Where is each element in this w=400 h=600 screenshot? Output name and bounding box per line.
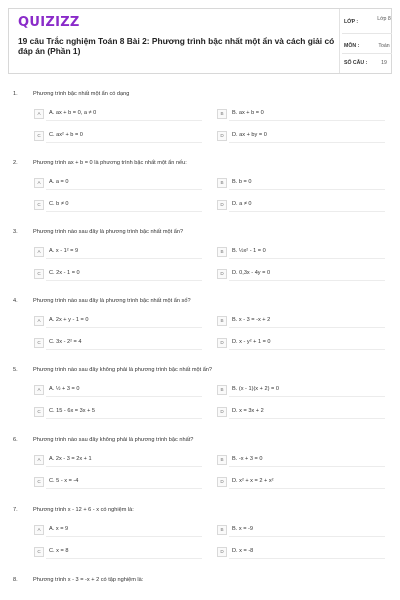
option-text: B. (x - 1)(x + 2) = 0: [232, 386, 279, 392]
option-underline: [46, 396, 202, 397]
option-d[interactable]: [217, 200, 385, 212]
option-a[interactable]: [34, 178, 202, 190]
option-letter-box: C: [34, 477, 44, 487]
option-d[interactable]: [217, 338, 385, 350]
option-d[interactable]: [217, 131, 385, 143]
option-underline: [229, 120, 385, 121]
option-letter-box: A: [34, 178, 44, 188]
question-number: 8.: [13, 577, 18, 583]
question-text: Phương trình bậc nhất một ẩn có dạng: [33, 91, 130, 97]
question-text: Phương trình nào sau đây không phải là phương trình bậc nhất?: [33, 437, 194, 443]
question-number: 3.: [13, 229, 18, 235]
option-underline: [46, 349, 202, 350]
option-c[interactable]: [34, 338, 202, 350]
option-c[interactable]: [34, 269, 202, 281]
option-letter-box: D: [217, 269, 227, 279]
option-text: B. ½x² - 1 = 0: [232, 248, 266, 254]
question-8: [0, 577, 400, 591]
option-a[interactable]: [34, 247, 202, 259]
option-letter-box: C: [34, 131, 44, 141]
option-underline: [229, 466, 385, 467]
option-b[interactable]: [217, 178, 385, 190]
option-c[interactable]: [34, 131, 202, 143]
question-number: 6.: [13, 437, 18, 443]
option-letter-box: D: [217, 131, 227, 141]
option-underline: [46, 418, 202, 419]
option-letter-box: A: [34, 455, 44, 465]
quizizz-logo: QUIZIZZ: [18, 15, 80, 30]
option-d[interactable]: [217, 269, 385, 281]
option-underline: [229, 536, 385, 537]
meta-label-subject: MÔN :: [344, 43, 360, 49]
option-b[interactable]: [217, 525, 385, 537]
option-underline: [46, 142, 202, 143]
option-underline: [229, 280, 385, 281]
option-underline: [229, 488, 385, 489]
option-letter-box: D: [217, 338, 227, 348]
option-underline: [46, 488, 202, 489]
option-underline: [46, 211, 202, 212]
option-underline: [229, 211, 385, 212]
meta-divider: [339, 9, 340, 73]
option-text: D. x² + x = 2 + x²: [232, 478, 274, 484]
option-text: A. 2x - 3 = 2x + 1: [49, 456, 92, 462]
option-underline: [46, 280, 202, 281]
option-d[interactable]: [217, 407, 385, 419]
question-number: 5.: [13, 367, 18, 373]
option-text: A. ½ + 3 = 0: [49, 386, 80, 392]
option-underline: [229, 327, 385, 328]
option-b[interactable]: [217, 247, 385, 259]
option-text: C. ax² + b = 0: [49, 132, 83, 138]
meta-label-count: SỐ CÂU :: [344, 60, 368, 66]
meta-label-class: LỚP :: [344, 19, 359, 25]
option-text: B. ax + b = 0: [232, 110, 264, 116]
option-underline: [46, 189, 202, 190]
option-underline: [229, 558, 385, 559]
option-letter-box: C: [34, 547, 44, 557]
option-letter-box: B: [217, 385, 227, 395]
question-4: [0, 298, 400, 358]
question-text: Phương trình nào sau đây không phải là phương trình bậc nhất một ẩn?: [33, 367, 213, 373]
meta-value-subject: Toán: [378, 43, 390, 49]
option-underline: [46, 466, 202, 467]
option-a[interactable]: [34, 525, 202, 537]
option-d[interactable]: [217, 477, 385, 489]
option-c[interactable]: [34, 407, 202, 419]
option-a[interactable]: [34, 385, 202, 397]
option-b[interactable]: [217, 316, 385, 328]
option-letter-box: A: [34, 109, 44, 119]
option-letter-box: D: [217, 547, 227, 557]
option-underline: [229, 142, 385, 143]
option-letter-box: D: [217, 200, 227, 210]
worksheet-header: [8, 8, 392, 74]
question-number: 1.: [13, 91, 18, 97]
question-text: Phương trình x - 3 = -x + 2 có tập nghiệm là:: [33, 577, 144, 583]
question-2: [0, 160, 400, 220]
option-a[interactable]: [34, 455, 202, 467]
option-text: D. a ≠ 0: [232, 201, 252, 207]
option-letter-box: A: [34, 316, 44, 326]
option-underline: [46, 536, 202, 537]
option-a[interactable]: [34, 316, 202, 328]
option-text: C. 2x - 1 = 0: [49, 270, 80, 276]
option-letter-box: A: [34, 247, 44, 257]
meta-value-count: 19: [381, 60, 387, 66]
option-letter-box: A: [34, 385, 44, 395]
option-underline: [46, 327, 202, 328]
option-text: B. b = 0: [232, 179, 252, 185]
option-text: A. 2x + y - 1 = 0: [49, 317, 89, 323]
question-text: Phương trình x - 12 + 6 - x có nghiệm là:: [33, 507, 134, 513]
question-3: [0, 229, 400, 289]
option-text: C. 15 - 6x = 3x + 5: [49, 408, 96, 414]
option-text: A. x = 9: [49, 526, 69, 532]
option-text: C. x = 8: [49, 548, 69, 554]
option-letter-box: C: [34, 200, 44, 210]
meta-separator: [342, 33, 392, 34]
option-text: D. 0,3x - 4y = 0: [232, 270, 271, 276]
option-d[interactable]: [217, 547, 385, 559]
question-text: Phương trình nào sau đây là phương trình bậc nhất một ẩn?: [33, 229, 184, 235]
option-letter-box: B: [217, 178, 227, 188]
option-letter-box: B: [217, 455, 227, 465]
option-underline: [46, 258, 202, 259]
question-text: Phương trình ax + b = 0 là phương trình bậc nhất một ẩn nếu:: [33, 160, 187, 166]
option-letter-box: D: [217, 477, 227, 487]
option-text: C. 5 - x = -4: [49, 478, 79, 484]
question-number: 2.: [13, 160, 18, 166]
meta-separator: [342, 53, 392, 54]
option-letter-box: A: [34, 525, 44, 535]
meta-value-class: Lớp 8: [377, 16, 391, 22]
question-number: 4.: [13, 298, 18, 304]
option-text: A. a = 0: [49, 179, 69, 185]
question-7: [0, 507, 400, 567]
option-text: C. b ≠ 0: [49, 201, 69, 207]
option-underline: [46, 120, 202, 121]
option-c[interactable]: [34, 200, 202, 212]
option-text: C. 3x - 2² = 4: [49, 339, 82, 345]
option-b[interactable]: [217, 109, 385, 121]
option-underline: [229, 349, 385, 350]
option-underline: [229, 258, 385, 259]
option-a[interactable]: [34, 109, 202, 121]
option-c[interactable]: [34, 547, 202, 559]
question-text: Phương trình nào sau đây là phương trình bậc nhất một ẩn số?: [33, 298, 191, 304]
option-b[interactable]: [217, 385, 385, 397]
option-text: D. x = 3x + 2: [232, 408, 264, 414]
option-text: B. x - 3 = -x + 2: [232, 317, 271, 323]
question-1: [0, 91, 400, 151]
option-letter-box: B: [217, 109, 227, 119]
option-underline: [229, 189, 385, 190]
question-5: [0, 367, 400, 427]
option-underline: [229, 418, 385, 419]
option-b[interactable]: [217, 455, 385, 467]
option-text: B. x = -9: [232, 526, 253, 532]
option-c[interactable]: [34, 477, 202, 489]
worksheet-title: 19 câu Trắc nghiệm Toán 8 Bài 2: Phương trình bậc nhất một ẩn và cách giải có đáp án (Phần 1): [18, 36, 335, 56]
question-number: 7.: [13, 507, 18, 513]
option-underline: [229, 396, 385, 397]
option-letter-box: C: [34, 338, 44, 348]
option-text: A. ax + b = 0, a ≠ 0: [49, 110, 97, 116]
option-letter-box: B: [217, 316, 227, 326]
option-text: D. x - y² + 1 = 0: [232, 339, 271, 345]
option-letter-box: B: [217, 247, 227, 257]
option-underline: [46, 558, 202, 559]
option-letter-box: C: [34, 269, 44, 279]
option-letter-box: D: [217, 407, 227, 417]
option-text: A. x - 1² = 9: [49, 248, 79, 254]
option-text: B. -x + 3 = 0: [232, 456, 263, 462]
option-letter-box: B: [217, 525, 227, 535]
option-letter-box: C: [34, 407, 44, 417]
option-text: D. x = -8: [232, 548, 254, 554]
option-text: D. ax + by = 0: [232, 132, 267, 138]
question-6: [0, 437, 400, 497]
